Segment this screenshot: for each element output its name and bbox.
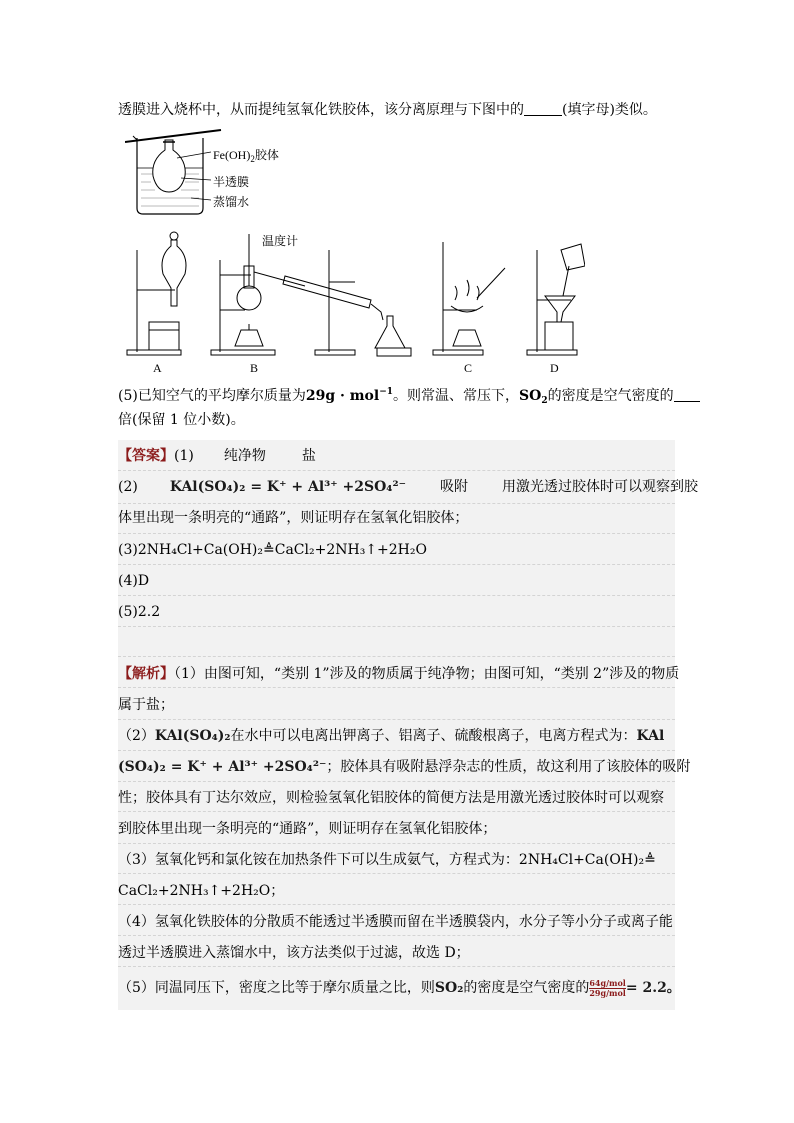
answer-blank [524, 101, 562, 116]
option-label-d: D [550, 361, 559, 375]
analysis-tag: 【解析】 [118, 666, 174, 682]
option-label-a: A [153, 361, 162, 375]
thermometer-label: 温度计 [262, 234, 299, 248]
analysis-line-7: （3）氢氧化钙和氯化铵在加热条件下可以生成氨气，方程式为：2NH₄Cl+Ca(OH)₂≜ [118, 852, 656, 868]
answer-line-6: (5)2.2 [118, 604, 161, 620]
answer-line-5: (4)D [118, 573, 150, 589]
colloid-label: $Fe(OH)_2$胶体 [213, 148, 279, 164]
analysis-line-10: 透过半透膜进入蒸馏水中，该方法类似于过滤，故选 D； [118, 945, 470, 961]
analysis-line-2: 属于盐； [118, 697, 174, 713]
dialysis-beaker-illustration [125, 128, 295, 216]
intro-line [118, 100, 657, 120]
dialysis-figure [125, 128, 295, 216]
analysis-line-11: （5）同温同压下，密度之比等于摩尔质量之比，则SO₂的密度是空气密度的 $\frac{\text{64g/mol}}{\text{29g/mol}}$ = 2.2。 [118, 977, 681, 998]
analysis-line-8: CaCl₂+2NH₃↑+2H₂O； [118, 883, 285, 899]
membrane-label: 半透膜 [213, 175, 250, 189]
answer-line-3: 体里出现一条明亮的“通路”，则证明存在氢氧化铝胶体； [118, 510, 469, 526]
option-label-c: C [464, 361, 473, 375]
answer-line-2: (2) KAl(SO₄)₂ = K⁺ + Al³⁺ +2SO₄²⁻ 吸附 用激光透过胶体时可以观察到胶 [118, 479, 698, 495]
analysis-line-5: 性；胶体具有丁达尔效应，则检验氢氧化铝胶体的简便方法是用激光透过胶体时可以观察 [118, 790, 664, 806]
analysis-line-4: (SO₄)₂ = K⁺ + Al³⁺ +2SO₄²⁻；胶体具有吸附悬浮杂志的性质，故这利用了该胶体的吸附 [118, 759, 691, 775]
question-5-line-2: 倍(保留 1 位小数)。 [118, 412, 245, 428]
density-ratio-fraction: $\frac{\text{64g/mol}}{\text{29g/mol}}$ [589, 977, 626, 998]
answer-blank-2 [674, 387, 700, 402]
answer-tag: 【答案】 [118, 448, 174, 464]
analysis-line-3: （2）KAl(SO₄)₂在水中可以电离出钾离子、铝离子、硫酸根离子，电离方程式为：KAl [118, 728, 665, 744]
intro-text: 透膜进入烧杯中，从而提纯氢氧化铁胶体，该分离原理与下图中的 [118, 102, 524, 118]
apparatus-illustration [125, 230, 585, 360]
apparatus-figure [125, 230, 585, 360]
answer-line-4: (3)2NH₄Cl+Ca(OH)₂≜CaCl₂+2NH₃↑+2H₂O [118, 542, 427, 558]
analysis-line-1: 【解析】（1）由图可知，“类别 1”涉及的物质属于纯净物；由图可知，“类别 2”涉及的物质 [118, 666, 680, 682]
option-label-b: B [250, 361, 259, 375]
answer-line-1: 【答案】(1) 纯净物 盐 [118, 448, 316, 464]
analysis-line-9: （4）氢氧化铁胶体的分散质不能透过半透膜而留在半透膜袋内，水分子等小分子或离子能 [118, 914, 673, 930]
intro-tail: (填字母)类似。 [562, 102, 657, 118]
question-5-line-1: (5)已知空气的平均摩尔质量为29g · mol$^{-1}$。则常温、常压下，$SO_2$的密度是空气密度的 [118, 382, 700, 411]
water-label: 蒸馏水 [213, 195, 250, 209]
analysis-line-6: 到胶体里出现一条明亮的“通路”，则证明存在氢氧化铝胶体； [118, 821, 497, 837]
